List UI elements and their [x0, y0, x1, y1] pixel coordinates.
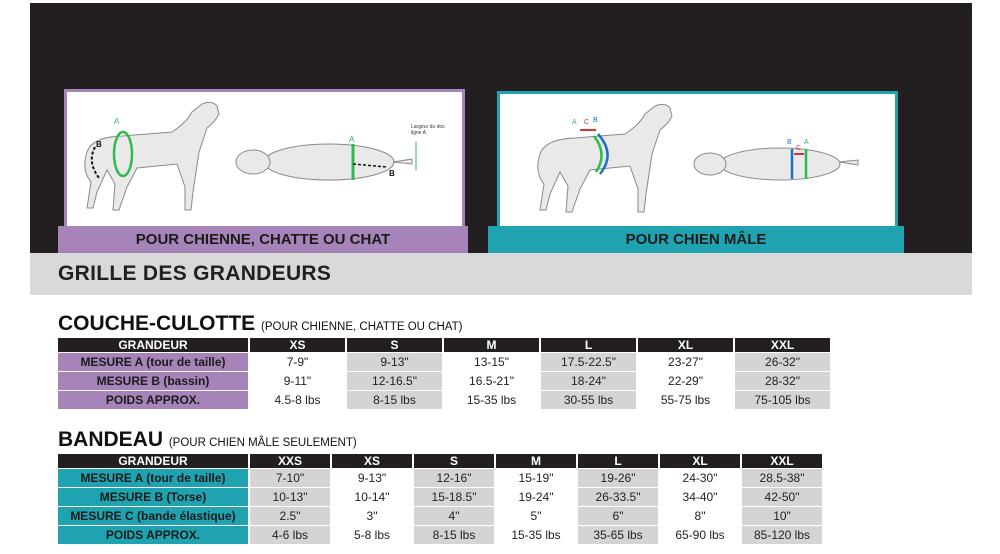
table-header-row: [58, 454, 822, 468]
table-cell: 4": [414, 507, 494, 525]
table-cell: 7-10": [250, 469, 330, 487]
row-label: MESURE B (Torse): [58, 488, 248, 506]
table-cell: 35-65 lbs: [578, 526, 658, 544]
table-cell: 10-13": [250, 488, 330, 506]
table-cell: 85-120 lbs: [742, 526, 822, 544]
male-banner: POUR CHIEN MÂLE: [488, 226, 904, 253]
table1: [56, 337, 832, 410]
label-b-side: B: [96, 140, 102, 149]
table-row: [58, 372, 830, 390]
table-cell: 10": [742, 507, 822, 525]
table-cell: 5-8 lbs: [353, 528, 391, 542]
label-b-top: B: [787, 139, 792, 146]
table-cell: 4.5-8 lbs: [274, 393, 321, 407]
table-cell: 9-13": [357, 471, 387, 485]
table-cell: 19-24": [518, 490, 554, 504]
column-header: XL: [660, 454, 740, 468]
table2: [56, 453, 824, 545]
table-cell: 26-32": [735, 353, 830, 371]
table-cell: 55-75 lbs: [660, 393, 711, 407]
female-banner: POUR CHIENNE, CHATTE OU CHAT: [58, 226, 468, 253]
label-c-top: C: [796, 145, 802, 152]
table-cell: 9-11": [283, 374, 312, 388]
male-diagram-panel: [497, 91, 898, 232]
table-cell: 3": [366, 509, 378, 523]
table2-title: BANDEAU: [58, 428, 163, 451]
table2-subtitle: (POUR CHIEN MÂLE SEULEMENT): [168, 437, 357, 449]
table-row: [58, 488, 822, 506]
dog-side-view: [85, 102, 219, 210]
table-cell: 15-35 lbs: [466, 393, 517, 407]
table-cell: 10-14": [354, 490, 390, 504]
table-row: [58, 469, 822, 487]
column-header: GRANDEUR: [58, 454, 248, 468]
dog-top-view: [694, 148, 858, 180]
dog-side-view: [538, 104, 672, 212]
table-cell: 8-15 lbs: [414, 526, 494, 544]
table-cell: 4-6 lbs: [250, 526, 330, 544]
dog-top-view: [236, 144, 412, 180]
table-cell: 12-16": [414, 469, 494, 487]
row-label: MESURE C (bande élastique): [58, 507, 248, 525]
table-cell: 42-50": [742, 488, 822, 506]
table-cell: 15-35 lbs: [511, 528, 561, 542]
table1-title: COUCHE-CULOTTE: [58, 312, 256, 335]
column-header: L: [578, 454, 658, 468]
label-a-top: A: [804, 139, 809, 146]
table-cell: 65-90 lbs: [675, 528, 725, 542]
table-cell: 2.5": [250, 507, 330, 525]
row-label: MESURE B (bassin): [58, 372, 248, 390]
table-cell: 22-29": [668, 374, 703, 388]
label-b-side: B: [593, 117, 598, 124]
label-a-top: A: [349, 135, 355, 144]
label-a-side: A: [572, 119, 577, 126]
column-header: XS: [332, 454, 412, 468]
row-label: POIDS APPROX.: [58, 526, 248, 544]
column-header: XS: [250, 338, 345, 352]
table1-subtitle: (POUR CHIENNE, CHATTE OU CHAT): [261, 321, 463, 333]
column-header: S: [347, 338, 442, 352]
table-cell: 8-15 lbs: [347, 391, 442, 409]
table-cell: 28-32": [735, 372, 830, 390]
row-label: MESURE A (tour de taille): [58, 353, 248, 371]
table-cell: 9-13": [347, 353, 442, 371]
column-header: XXL: [742, 454, 822, 468]
table-cell: 5": [530, 509, 542, 523]
row-label: MESURE A (tour de taille): [58, 469, 248, 487]
table-cell: 15-18.5": [414, 488, 494, 506]
table-cell: 24-30": [682, 471, 718, 485]
column-header: M: [444, 338, 539, 352]
table-cell: 16.5-21": [469, 374, 514, 388]
label-b-top: B: [389, 169, 395, 178]
male-dog-illustration: [500, 94, 895, 229]
table-cell: 6": [578, 507, 658, 525]
row-label: POIDS APPROX.: [58, 391, 248, 409]
note-line-1: Largeur du dos: [411, 124, 445, 130]
table-row: [58, 353, 830, 371]
column-header: S: [414, 454, 494, 468]
table1-heading: [58, 312, 462, 336]
table-cell: 34-40": [682, 490, 718, 504]
column-header: XL: [638, 338, 733, 352]
table-header-row: [58, 338, 830, 352]
column-header: L: [541, 338, 636, 352]
table-row: [58, 391, 830, 409]
label-c-side: C: [584, 119, 590, 126]
table-cell: 75-105 lbs: [735, 391, 830, 409]
section-title: GRILLE DES GRANDEURS: [58, 262, 332, 285]
label-a-side: A: [114, 117, 120, 126]
table-cell: 23-27": [668, 355, 703, 369]
column-header: XXS: [250, 454, 330, 468]
table-cell: 30-55 lbs: [541, 391, 636, 409]
table-cell: 18-24": [541, 372, 636, 390]
table-cell: 26-33.5": [578, 488, 658, 506]
table-row: [58, 526, 822, 544]
column-header: GRANDEUR: [58, 338, 248, 352]
table-cell: 12-16.5": [347, 372, 442, 390]
table-cell: 19-26": [578, 469, 658, 487]
female-diagram-panel: [64, 89, 465, 232]
table-cell: 7-9": [286, 355, 309, 369]
table-cell: 13-15": [474, 355, 509, 369]
female-dog-illustration: [67, 92, 462, 229]
table-cell: 8": [694, 509, 706, 523]
table-row: [58, 507, 822, 525]
column-header: M: [496, 454, 576, 468]
table2-heading: [58, 428, 357, 452]
table-cell: 15-19": [518, 471, 554, 485]
column-header: XXL: [735, 338, 830, 352]
table-cell: 17.5-22.5": [541, 353, 636, 371]
table-cell: 28.5-38": [742, 469, 822, 487]
note-line-2: ligne A: [411, 130, 427, 136]
